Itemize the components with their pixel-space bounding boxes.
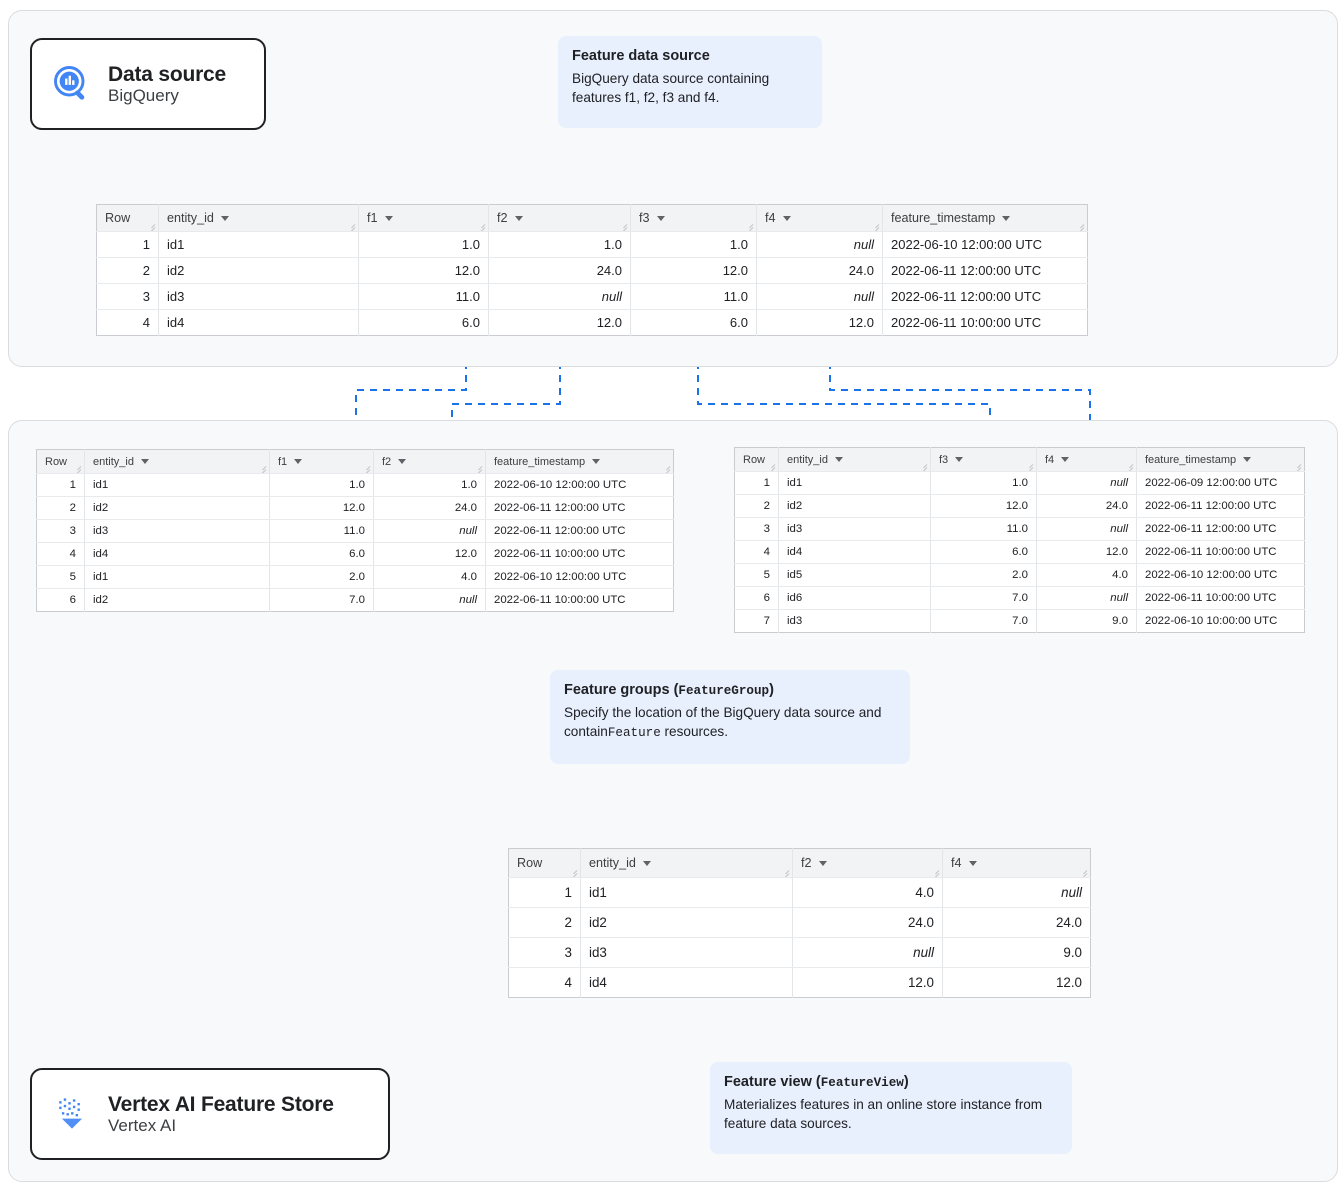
chevron-down-icon[interactable] <box>385 216 393 221</box>
resize-grip[interactable] <box>781 867 789 875</box>
table-row <box>735 587 1305 610</box>
cell-f2: null <box>489 284 631 310</box>
cell-f2: 24.0 <box>374 497 486 520</box>
cell-f1: 11.0 <box>270 520 374 543</box>
cell-feature_timestamp: 2022-06-11 10:00:00 UTC <box>1137 587 1305 610</box>
resize-grip[interactable] <box>1079 867 1087 875</box>
chevron-down-icon[interactable] <box>643 861 651 866</box>
cell-entity_id: id5 <box>779 564 931 587</box>
cell-Row: 4 <box>735 541 779 564</box>
chevron-down-icon[interactable] <box>969 861 977 866</box>
cell-entity_id: id4 <box>581 968 793 998</box>
cell-f2: 12.0 <box>374 543 486 566</box>
column-header-label: f2 <box>801 856 812 870</box>
column-header-Row[interactable] <box>37 450 85 474</box>
table-row <box>97 310 1088 336</box>
table-row <box>97 258 1088 284</box>
callout-body-code: Feature <box>607 725 661 740</box>
column-header-entity_id[interactable] <box>159 205 359 232</box>
cell-feature_timestamp: 2022-06-11 10:00:00 UTC <box>1137 541 1305 564</box>
card-title: Vertex AI Feature Store <box>108 1092 334 1116</box>
column-header-label: feature_timestamp <box>494 455 586 468</box>
column-header-entity_id[interactable] <box>85 450 270 474</box>
cell-feature_timestamp: 2022-06-11 12:00:00 UTC <box>883 258 1088 284</box>
feature-data-source-callout <box>558 36 822 128</box>
cell-f4: null <box>1037 472 1137 495</box>
resize-grip[interactable] <box>1293 461 1301 469</box>
data-source-card <box>30 38 266 130</box>
cell-f1: 6.0 <box>359 310 489 336</box>
column-header-Row[interactable] <box>735 448 779 472</box>
chevron-down-icon[interactable] <box>1002 216 1010 221</box>
resize-grip[interactable] <box>919 461 927 469</box>
cell-entity_id: id3 <box>159 284 359 310</box>
cell-feature_timestamp: 2022-06-11 12:00:00 UTC <box>1137 495 1305 518</box>
feature-group-1-table <box>36 449 674 612</box>
column-header-f4[interactable] <box>943 849 1091 878</box>
cell-Row: 6 <box>735 587 779 610</box>
cell-Row: 4 <box>37 543 85 566</box>
table-row <box>97 284 1088 310</box>
cell-entity_id: id2 <box>581 908 793 938</box>
column-header-f1[interactable] <box>270 450 374 474</box>
cell-f4: 12.0 <box>943 968 1091 998</box>
callout-body-part-2: resources. <box>660 723 728 739</box>
chevron-down-icon[interactable] <box>1061 457 1069 462</box>
column-header-f1[interactable] <box>359 205 489 232</box>
cell-f1: 12.0 <box>270 497 374 520</box>
feature-groups-callout <box>550 670 910 764</box>
cell-f4: 24.0 <box>757 258 883 284</box>
resize-grip[interactable] <box>662 463 670 471</box>
cell-f2: null <box>374 589 486 612</box>
cell-f2: 1.0 <box>489 232 631 258</box>
cell-entity_id: id3 <box>581 938 793 968</box>
cell-feature_timestamp: 2022-06-11 12:00:00 UTC <box>486 520 674 543</box>
cell-Row: 2 <box>509 908 581 938</box>
card-title: Data source <box>108 62 227 86</box>
cell-Row: 3 <box>509 938 581 968</box>
resize-grip[interactable] <box>347 221 355 229</box>
table-row <box>735 495 1305 518</box>
cell-f4: null <box>757 232 883 258</box>
cell-f1: 6.0 <box>270 543 374 566</box>
cell-f2: 24.0 <box>793 908 943 938</box>
cell-feature_timestamp: 2022-06-11 12:00:00 UTC <box>1137 518 1305 541</box>
feature-view-table <box>508 848 1091 998</box>
chevron-down-icon[interactable] <box>515 216 523 221</box>
cell-entity_id: id2 <box>85 497 270 520</box>
feature-store-card <box>30 1068 390 1160</box>
cell-feature_timestamp: 2022-06-09 12:00:00 UTC <box>1137 472 1305 495</box>
column-header-entity_id[interactable] <box>581 849 793 878</box>
cell-f2: 24.0 <box>489 258 631 284</box>
resize-grip[interactable] <box>931 867 939 875</box>
cell-f3: 12.0 <box>631 258 757 284</box>
callout-title-suffix: ) <box>769 682 774 698</box>
cell-Row: 5 <box>735 564 779 587</box>
cell-f2: 4.0 <box>374 566 486 589</box>
table-row <box>37 589 674 612</box>
feature-group-2-table <box>734 447 1305 633</box>
callout-title <box>724 1073 1058 1092</box>
callout-body <box>564 704 896 742</box>
cell-feature_timestamp: 2022-06-10 12:00:00 UTC <box>486 474 674 497</box>
resize-grip[interactable] <box>1025 461 1033 469</box>
cell-Row: 1 <box>735 472 779 495</box>
column-header-Row[interactable] <box>97 205 159 232</box>
cell-Row: 3 <box>97 284 159 310</box>
column-header-Row[interactable] <box>509 849 581 878</box>
cell-Row: 5 <box>37 566 85 589</box>
cell-f3: 12.0 <box>931 495 1037 518</box>
column-header-feature_timestamp[interactable] <box>486 450 674 474</box>
chevron-down-icon[interactable] <box>783 216 791 221</box>
cell-entity_id: id3 <box>85 520 270 543</box>
cell-Row: 2 <box>97 258 159 284</box>
cell-f3: 2.0 <box>931 564 1037 587</box>
column-header-label: Row <box>105 211 131 225</box>
chevron-down-icon[interactable] <box>657 216 665 221</box>
cell-Row: 7 <box>735 610 779 633</box>
column-header-label: entity_id <box>787 453 828 466</box>
cell-f1: 2.0 <box>270 566 374 589</box>
cell-f3: 7.0 <box>931 587 1037 610</box>
cell-Row: 2 <box>735 495 779 518</box>
chevron-down-icon[interactable] <box>141 459 149 464</box>
column-header-label: f3 <box>939 453 949 466</box>
cell-entity_id: id1 <box>85 566 270 589</box>
cell-entity_id: id3 <box>779 518 931 541</box>
column-header-label: feature_timestamp <box>891 211 996 225</box>
cell-f4: 12.0 <box>757 310 883 336</box>
callout-title-suffix: ) <box>903 1074 909 1090</box>
source-table <box>96 204 1088 336</box>
vertex-ai-icon <box>50 1092 94 1136</box>
cell-Row: 1 <box>97 232 159 258</box>
table-row <box>509 938 1091 968</box>
resize-grip[interactable] <box>569 867 577 875</box>
table-row <box>735 564 1305 587</box>
cell-Row: 6 <box>37 589 85 612</box>
callout-title: Feature data source <box>572 48 710 64</box>
chevron-down-icon[interactable] <box>398 459 406 464</box>
table-row <box>97 232 1088 258</box>
cell-Row: 4 <box>509 968 581 998</box>
table-row <box>37 543 674 566</box>
resize-grip[interactable] <box>619 221 627 229</box>
bigquery-icon <box>50 62 94 106</box>
cell-f3: 1.0 <box>931 472 1037 495</box>
column-header-label: f4 <box>951 856 962 870</box>
column-header-label: entity_id <box>93 455 134 468</box>
column-header-label: f3 <box>639 211 650 225</box>
column-header-label: Row <box>743 453 766 466</box>
callout-title-code: FeatureView <box>820 1076 904 1090</box>
column-header-label: feature_timestamp <box>1145 453 1237 466</box>
chevron-down-icon[interactable] <box>592 459 600 464</box>
callout-body-part-1: Specify the location of the BigQuery data source and contain <box>564 704 882 739</box>
column-header-label: Row <box>45 455 68 468</box>
table-row <box>37 566 674 589</box>
cell-feature_timestamp: 2022-06-11 12:00:00 UTC <box>883 284 1088 310</box>
table-row <box>735 472 1305 495</box>
feature-view-callout <box>710 1062 1072 1154</box>
cell-entity_id: id1 <box>581 878 793 908</box>
cell-entity_id: id4 <box>779 541 931 564</box>
cell-f3: 6.0 <box>631 310 757 336</box>
chevron-down-icon[interactable] <box>835 457 843 462</box>
cell-Row: 3 <box>37 520 85 543</box>
resize-grip[interactable] <box>477 221 485 229</box>
column-header-f2[interactable] <box>374 450 486 474</box>
column-header-f3[interactable] <box>931 448 1037 472</box>
cell-feature_timestamp: 2022-06-10 12:00:00 UTC <box>486 566 674 589</box>
cell-f2: 12.0 <box>489 310 631 336</box>
column-header-f4[interactable] <box>1037 448 1137 472</box>
cell-Row: 4 <box>97 310 159 336</box>
column-header-label: f1 <box>278 455 288 468</box>
cell-f4: 9.0 <box>943 938 1091 968</box>
column-header-label: entity_id <box>167 211 214 225</box>
callout-title <box>564 681 896 700</box>
column-header-entity_id[interactable] <box>779 448 931 472</box>
resize-grip[interactable] <box>1125 461 1133 469</box>
cell-Row: 2 <box>37 497 85 520</box>
cell-f4: null <box>1037 587 1137 610</box>
table-row <box>37 497 674 520</box>
column-header-f2[interactable] <box>793 849 943 878</box>
column-header-label: f2 <box>382 455 392 468</box>
column-header-label: f2 <box>497 211 508 225</box>
cell-Row: 1 <box>509 878 581 908</box>
resize-grip[interactable] <box>871 221 879 229</box>
cell-f4: 4.0 <box>1037 564 1137 587</box>
card-subtitle: Vertex AI <box>108 1116 177 1136</box>
callout-title-code: FeatureGroup <box>678 684 770 698</box>
cell-f4: null <box>757 284 883 310</box>
chevron-down-icon[interactable] <box>294 459 302 464</box>
cell-entity_id: id1 <box>779 472 931 495</box>
resize-grip[interactable] <box>147 221 155 229</box>
callout-title-prefix: Feature view ( <box>724 1074 821 1090</box>
column-header-label: Row <box>517 856 543 870</box>
cell-feature_timestamp: 2022-06-11 10:00:00 UTC <box>486 543 674 566</box>
column-header-label: f4 <box>765 211 776 225</box>
table-row <box>37 474 674 497</box>
cell-f4: null <box>943 878 1091 908</box>
cell-f1: 7.0 <box>270 589 374 612</box>
chevron-down-icon[interactable] <box>221 216 229 221</box>
cell-feature_timestamp: 2022-06-10 12:00:00 UTC <box>1137 564 1305 587</box>
cell-entity_id: id3 <box>779 610 931 633</box>
resize-grip[interactable] <box>767 461 775 469</box>
column-header-f3[interactable] <box>631 205 757 232</box>
cell-f4: null <box>1037 518 1137 541</box>
table-row <box>509 968 1091 998</box>
table-row <box>735 518 1305 541</box>
cell-f3: 11.0 <box>931 518 1037 541</box>
cell-f2: null <box>793 938 943 968</box>
cell-f3: 6.0 <box>931 541 1037 564</box>
column-header-label: f1 <box>367 211 378 225</box>
cell-entity_id: id2 <box>85 589 270 612</box>
column-header-label: entity_id <box>589 856 636 870</box>
cell-f1: 12.0 <box>359 258 489 284</box>
column-header-f4[interactable] <box>757 205 883 232</box>
cell-entity_id: id2 <box>159 258 359 284</box>
cell-Row: 3 <box>735 518 779 541</box>
cell-f2: 12.0 <box>793 968 943 998</box>
cell-feature_timestamp: 2022-06-10 10:00:00 UTC <box>1137 610 1305 633</box>
callout-body: Materializes features in an online store instance from feature data sources. <box>724 1096 1043 1131</box>
cell-f3: 1.0 <box>631 232 757 258</box>
cell-feature_timestamp: 2022-06-11 10:00:00 UTC <box>883 310 1088 336</box>
table-row <box>735 610 1305 633</box>
cell-f4: 9.0 <box>1037 610 1137 633</box>
cell-feature_timestamp: 2022-06-11 10:00:00 UTC <box>486 589 674 612</box>
table-row <box>37 520 674 543</box>
column-header-label: f4 <box>1045 453 1055 466</box>
card-subtitle: BigQuery <box>108 86 179 106</box>
chevron-down-icon[interactable] <box>819 861 827 866</box>
resize-grip[interactable] <box>745 221 753 229</box>
cell-feature_timestamp: 2022-06-10 12:00:00 UTC <box>883 232 1088 258</box>
chevron-down-icon[interactable] <box>1243 457 1251 462</box>
cell-f2: 4.0 <box>793 878 943 908</box>
cell-f4: 24.0 <box>1037 495 1137 518</box>
resize-grip[interactable] <box>73 463 81 471</box>
cell-f1: 1.0 <box>359 232 489 258</box>
cell-entity_id: id6 <box>779 587 931 610</box>
callout-body: BigQuery data source containing features f1, f2, f3 and f4. <box>572 70 770 105</box>
column-header-feature_timestamp[interactable] <box>1137 448 1305 472</box>
cell-f4: 12.0 <box>1037 541 1137 564</box>
column-header-f2[interactable] <box>489 205 631 232</box>
cell-f1: 1.0 <box>270 474 374 497</box>
table-row <box>509 878 1091 908</box>
cell-f2: 1.0 <box>374 474 486 497</box>
resize-grip[interactable] <box>1076 221 1084 229</box>
cell-entity_id: id1 <box>159 232 359 258</box>
cell-feature_timestamp: 2022-06-11 12:00:00 UTC <box>486 497 674 520</box>
chevron-down-icon[interactable] <box>955 457 963 462</box>
cell-entity_id: id2 <box>779 495 931 518</box>
table-row <box>735 541 1305 564</box>
resize-grip[interactable] <box>362 463 370 471</box>
cell-entity_id: id4 <box>85 543 270 566</box>
cell-f4: 24.0 <box>943 908 1091 938</box>
column-header-feature_timestamp[interactable] <box>883 205 1088 232</box>
resize-grip[interactable] <box>258 463 266 471</box>
resize-grip[interactable] <box>474 463 482 471</box>
cell-entity_id: id1 <box>85 474 270 497</box>
callout-title-prefix: Feature groups ( <box>564 682 679 698</box>
cell-f1: 11.0 <box>359 284 489 310</box>
table-row <box>509 908 1091 938</box>
cell-f3: 7.0 <box>931 610 1037 633</box>
cell-entity_id: id4 <box>159 310 359 336</box>
cell-Row: 1 <box>37 474 85 497</box>
cell-f3: 11.0 <box>631 284 757 310</box>
cell-f2: null <box>374 520 486 543</box>
